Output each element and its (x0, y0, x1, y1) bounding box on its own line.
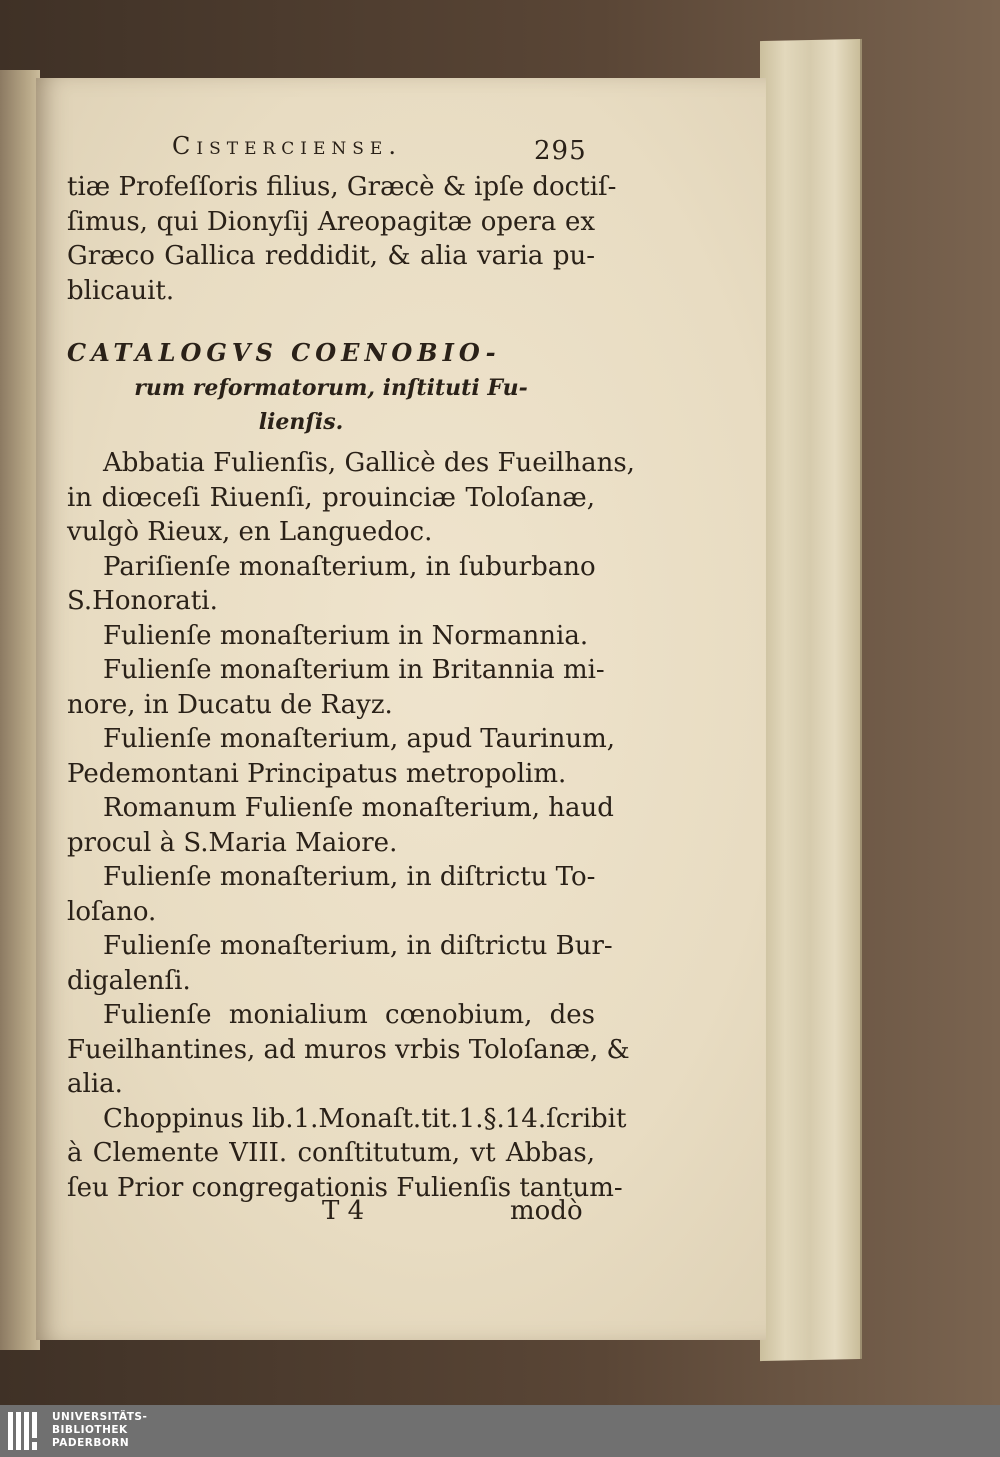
book-fore-edge (760, 39, 862, 1361)
text-line: à Clemente VIII. conſtitutum, vt Abbas, (67, 1138, 595, 1168)
text-block-intro (67, 170, 617, 308)
text-line: Abbatia Fulienſis, Gallicè des Fueilhans, (103, 448, 635, 478)
library-logo-icon (8, 1412, 46, 1450)
text-line: nore, in Ducatu de Rayz. (67, 689, 393, 720)
text-line: procul à S.Maria Maiore. (67, 827, 398, 858)
text-line: Fulienſe monaſterium, apud Taurinum, (103, 724, 616, 754)
text-line: Pariſienſe monaſterium, in ſuburbano (103, 551, 596, 582)
running-head: Cisterciense. (172, 132, 402, 160)
library-name-line: UNIVERSITÄTS- (52, 1411, 148, 1423)
library-name (52, 1411, 147, 1450)
heading-line: rum reformatorum, inſtituti Fu- (134, 374, 528, 401)
text-line: alia. (67, 1069, 123, 1099)
text-line: tiæ Profeſſoris filius, Græcè & ipſe doctiſ- (67, 172, 617, 202)
text-line: Fulienſe monaſterium, in diſtrictu To- (103, 862, 596, 892)
text-line: Pedemontani Principatus metropolim. (67, 758, 567, 789)
text-line: Fueilhantines, ad muros vrbis Toloſanæ, & (67, 1034, 630, 1065)
catchword: modò (510, 1196, 583, 1226)
text-line: Choppinus lib.1.Monaſt.tit.1.§.14.ſcribit (103, 1103, 627, 1134)
text-line: Romanum Fulienſe monaſterium, haud (103, 793, 614, 823)
library-name-line: PADERBORN (52, 1437, 130, 1449)
text-line: Fulienſe monaſterium in Normannia. (103, 620, 589, 651)
page-number: 295 (534, 136, 587, 166)
heading-line: lienſis. (258, 409, 344, 435)
heading-line: CATALOGVS COENOBIO- (67, 338, 501, 367)
text-line: digalenſi. (67, 965, 191, 996)
text-line: Græco Gallica reddidit, & alia varia pu- (67, 241, 595, 271)
catalog-body (67, 446, 635, 1205)
text-line: in diœceſi Riuenſi, prouinciæ Toloſanæ, (67, 482, 595, 513)
text-line: Fulienſe monaſterium, in diſtrictu Bur- (103, 931, 613, 961)
library-name-line: BIBLIOTHEK (52, 1424, 128, 1436)
library-footer (0, 1405, 1000, 1457)
text-line: Fulienſe monialium cœnobium, des (103, 1000, 595, 1030)
text-line: blicauit. (67, 275, 175, 306)
signature-mark: T 4 (322, 1196, 365, 1226)
text-line: vulgò Rieux, en Languedoc. (67, 517, 433, 547)
text-line: ſeu Prior congregationis Fulienſis tantum- (67, 1172, 623, 1203)
left-page-edge (0, 70, 40, 1350)
text-line: loſano. (67, 896, 157, 927)
text-line: ſimus, qui Dionyſij Areopagitæ opera ex (67, 206, 595, 237)
catalog-heading (67, 336, 595, 440)
text-line: Fulienſe monaſterium in Britannia mi- (103, 655, 605, 685)
text-line: S.Honorati. (67, 586, 218, 616)
